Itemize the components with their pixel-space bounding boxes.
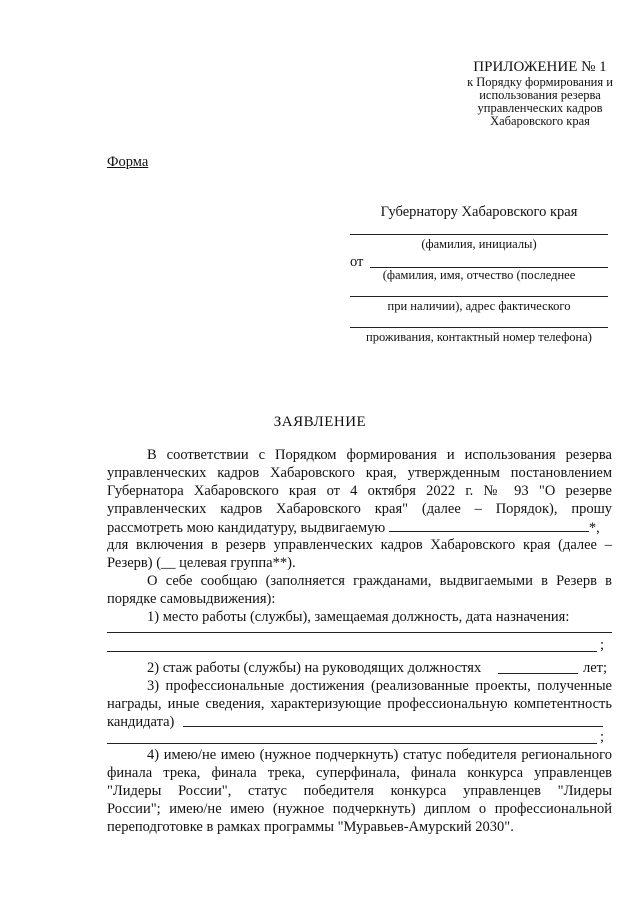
asterisk: *, (588, 520, 600, 536)
text-line: 4) имею/не имею (нужное подчеркнуть) статус победителя регионального (147, 747, 612, 763)
item-3-line-1 (183, 726, 603, 727)
item-3 (107, 677, 612, 731)
nominator-blank (389, 518, 589, 532)
item-2-label: 2) стаж работы (службы) на руководящих должностях (147, 660, 482, 676)
appendix-header (440, 58, 640, 128)
governor-name-line (350, 234, 608, 235)
text-line: России"; имею/не имею (нужное подчеркнуть) диплом о профессиональной (107, 801, 612, 817)
appendix-subtitle-line: Хабаровского края (490, 114, 590, 128)
appendix-subtitle-line: управленческих кадров (477, 101, 603, 115)
appendix-subtitle-line: к Порядку формирования и (467, 75, 613, 89)
item-1-line-2 (107, 651, 597, 652)
text-line: порядке самовыдвижения): (107, 591, 276, 607)
text-line: для включения в резерв управленческих кадров Хабаровского края (далее – (107, 537, 612, 553)
item-3-line-2 (107, 743, 597, 744)
paragraph-2 (107, 572, 612, 608)
item-3-semicolon: ; (600, 729, 605, 745)
appendix-title: ПРИЛОЖЕНИЕ № 1 (473, 59, 607, 75)
form-label: Форма (107, 154, 149, 170)
text-line-with-blank (107, 518, 612, 536)
text-line: Резерв) (__ целевая группа**). (107, 555, 296, 571)
text-fragment: рассмотреть мою кандидатуру, выдвигаемую (107, 520, 386, 536)
addressee-to: Губернатору Хабаровского края (380, 204, 578, 220)
item-1-line-1 (107, 632, 612, 633)
item-4 (107, 746, 612, 836)
item-2-blank (498, 673, 578, 674)
caption-name: (фамилия, инициалы) (421, 237, 537, 251)
item-2-suffix: лет; (583, 660, 608, 676)
text-line: "Лидеры России", статус победителя конкурса управленцев "Лидеры (107, 783, 612, 799)
text-line: кандидата) (107, 714, 175, 730)
text-line: Губернатора Хабаровского края от 4 октября 2022 г. № 93 "О резерве (107, 483, 612, 499)
paragraph-1 (107, 446, 612, 572)
appendix-subtitle-line: использования резерва (479, 88, 601, 102)
text-line: 3) профессиональные достижения (реализованные проекты, полученные (147, 678, 612, 694)
document-title: ЗАЯВЛЕНИЕ (273, 414, 367, 430)
item-1-label: 1) место работы (службы), замещаемая должность, дата назначения: (147, 609, 570, 625)
text-line: В соответствии с Порядком формирования и использования резерва (147, 447, 612, 463)
text-line: О себе сообщаю (заполняется гражданами, выдвигаемыми в Резерв в (147, 573, 612, 589)
caption-phone: проживания, контактный номер телефона) (366, 330, 592, 344)
text-line: финала трека, финала трека, суперфинала, финала конкурса управленцев (107, 765, 612, 781)
text-line: управленческих кадров Хабаровского края, утвержденным постановлением (107, 465, 612, 481)
applicant-line-2 (350, 296, 608, 297)
caption-fio: (фамилия, имя, отчество (последнее (382, 268, 576, 282)
caption-address: при наличии), адрес фактического (387, 299, 571, 313)
text-line: управленческих кадров Хабаровского края" (далее – Порядок), прошу (107, 501, 612, 517)
applicant-line-3 (350, 327, 608, 328)
text-line: награды, иные сведения, характеризующие профессиональную компетентность (107, 696, 612, 712)
text-line: переподготовке в рамках программы "Муравьев-Амурский 2030". (107, 819, 514, 835)
item-1-semicolon: ; (600, 637, 605, 653)
from-label: от (350, 254, 364, 270)
